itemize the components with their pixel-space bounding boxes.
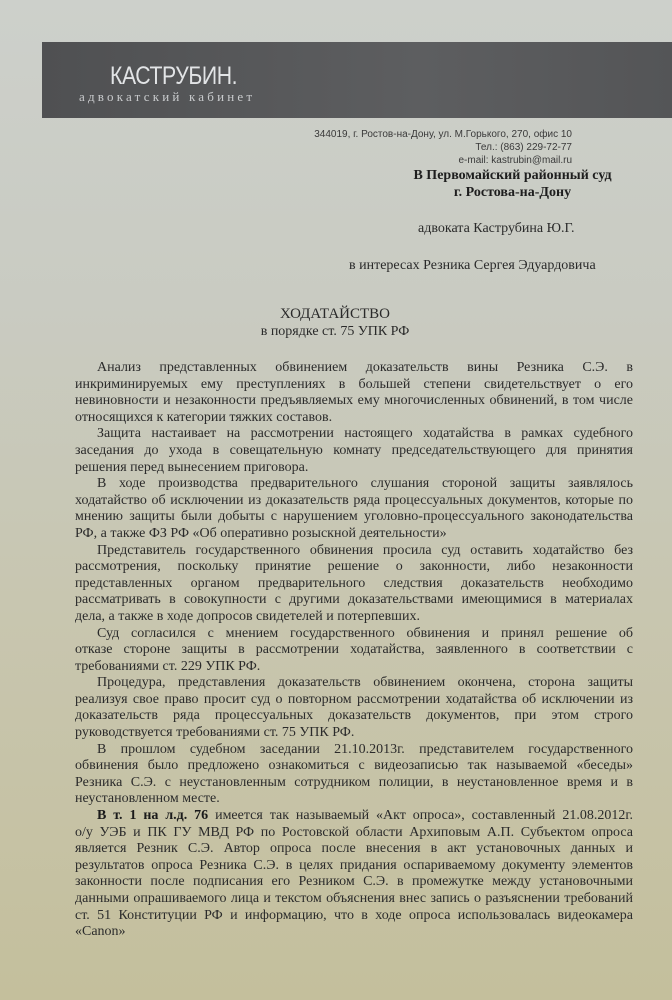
paragraph [75, 360, 633, 426]
text-line: В ходе производства предварительного слушания стороной защиты заявлялось [97, 476, 633, 492]
text-line: заседания до ухода в совещательную комнату председательствующего для принятия [75, 442, 633, 458]
text-line: рассмотрения, поскольку принятие решение о законности, либо незаконности [75, 559, 633, 575]
letterhead-email: e-mail: kastrubin@mail.ru [458, 155, 572, 166]
document-body [75, 360, 633, 941]
paragraph [75, 742, 633, 808]
text-line [75, 808, 633, 825]
on-behalf-of: в интересах Резника Сергея Эдуардовича [349, 258, 596, 273]
paragraph [75, 808, 633, 941]
text-line: данными опрашиваемого лица и текстом объяснения внес запись о разъяснении требований [75, 891, 633, 906]
paragraph [75, 675, 633, 741]
text-line: Анализ представленных обвинением доказательств вины Резника С.Э. в [97, 360, 633, 375]
paragraph [75, 476, 633, 542]
addressee-city: г. Ростова-на-Дону [453, 185, 572, 200]
paragraph [75, 426, 633, 476]
case-reference: В т. 1 на л.д. 76 [97, 808, 209, 824]
letterhead-logo-name: КАСТРУБИН. [110, 62, 238, 90]
paragraph [75, 626, 633, 676]
addressee-court: В Первомайский районный суд [413, 168, 612, 183]
text-line: неустановленном месте. [75, 791, 220, 807]
text-line: инкриминируемых ему преступлениях в большей степени свидетельствует о его [75, 376, 633, 392]
text-line-rest: имеется так называемый «Акт опроса», составленный 21.08.2012г. [208, 808, 633, 824]
letterhead-logo-subtitle: адвокатский кабинет [79, 89, 256, 104]
text-line: Процедура, представления доказательств обвинением окончена, сторона защиты [97, 675, 633, 691]
text-line: мнению защиты были добыты с нарушением уголовно-процессуального законодательства [75, 509, 633, 525]
text-line: о/у УЭБ и ПК ГУ МВД РФ по Ростовской области Архиповым А.П. Субъектом опроса [75, 824, 633, 840]
text-line: отказе стороне защиты в рассмотрении ходатайства, заявленного в соответствии с [75, 642, 633, 658]
text-line: ст. 51 Конституции РФ и информацию, что в ходе опроса использовалась видеокамера [75, 907, 633, 923]
document-subtitle: в порядке ст. 75 УПК РФ [260, 324, 410, 339]
text-line: В прошлом судебном заседании 21.10.2013г. представителем государственного [97, 741, 633, 757]
paragraph [75, 543, 633, 626]
text-line: законности после подписания его Резником С.Э. в промежутке между установочными [75, 874, 633, 890]
text-line: «Canon» [75, 924, 126, 940]
text-line: невиновности и незаконности предъявляемых ему многочисленных обвинений, в том числе [75, 393, 633, 409]
text-line: Резника С.Э. с неустановленным сотрудником полиции, в неустановленное время и в [75, 774, 633, 790]
text-line: рассматривать в совокупности с другими доказательствами имеющимися в материалах [75, 592, 633, 608]
text-line: является Резник С.Э. Автор опроса после внесения в акт установочных данных и [75, 841, 633, 857]
text-line: требованиями ст. 229 УПК РФ. [75, 658, 261, 674]
text-line: Суд согласился с мнением государственного обвинения и принял решение об [97, 625, 633, 641]
text-line: дела, а также в ходе допросов свидетелей и потерпевших. [75, 608, 420, 624]
letterhead-phone: Тел.: (863) 229-72-77 [475, 142, 572, 153]
text-line: доказательств ряда процессуальных доказательств документов, при этом строго [75, 708, 633, 724]
text-line: руководствуется требованиями ст. 75 УПК РФ. [75, 725, 355, 741]
letterhead-address: 344019, г. Ростов-на-Дону, ул. М.Горького, 270, офис 10 [314, 129, 572, 140]
text-line: ходатайство об исключении из доказательств ряда процессуальных документов, которые по [75, 492, 633, 508]
document-title: ХОДАТАЙСТВО [280, 306, 390, 322]
sender: адвоката Каструбина Ю.Г. [418, 221, 575, 236]
text-line: результатов опроса Резника С.Э. в целях придания оспариваемому документу элементов [75, 857, 633, 873]
text-line: обвинения было предложено ознакомиться с видеозаписью так называемой «беседы» [75, 758, 633, 774]
text-line: решения перед вынесением приговора. [75, 459, 309, 475]
text-line: относящихся к категории тяжких составов. [75, 409, 333, 425]
text-line: представленных органом предварительного следствия доказательств необходимо [75, 575, 633, 591]
text-line: РФ, а также ФЗ РФ «Об оперативно розыскной деятельности» [75, 525, 447, 541]
text-line: реализуя свое право просит суд о повторном рассмотрении ходатайства об исключении из [75, 691, 633, 707]
text-line: Представитель государственного обвинения просила суд оставить ходатайство без [97, 542, 633, 558]
text-line: Защита настаивает на рассмотрении настоящего ходатайства в рамках судебного [97, 426, 633, 442]
